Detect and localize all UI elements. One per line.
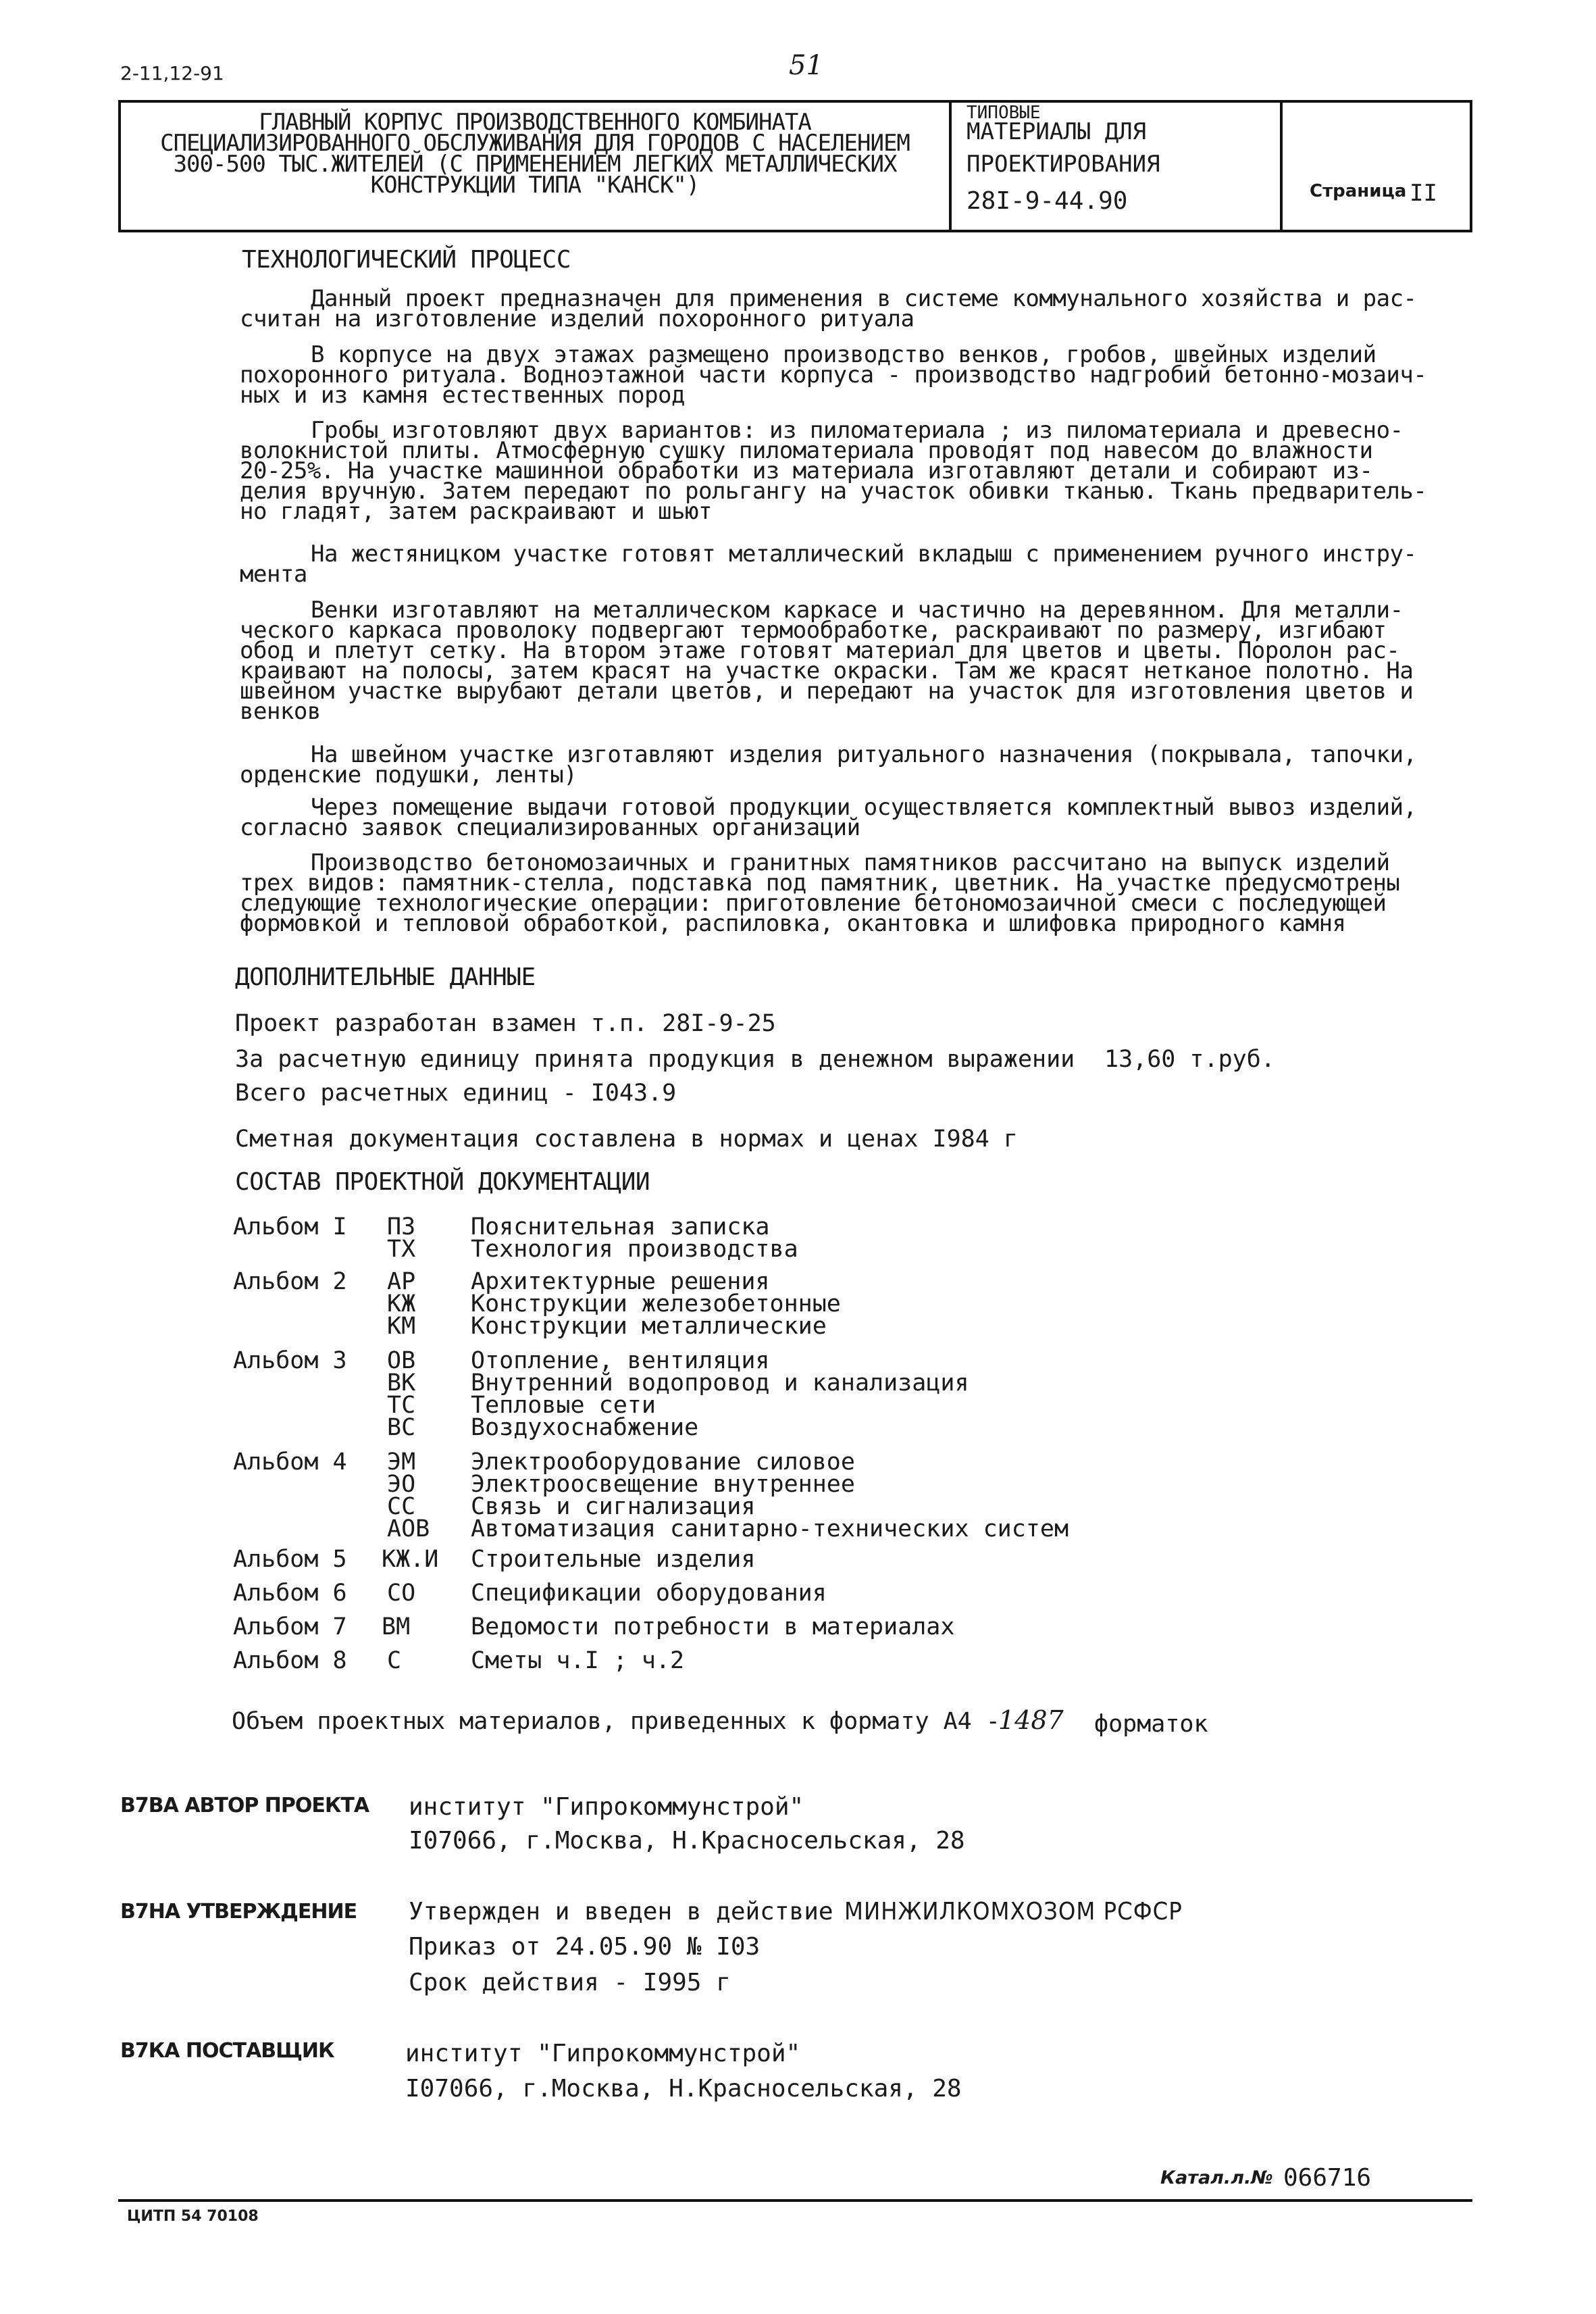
album-row bbox=[233, 1613, 1179, 1650]
album-row bbox=[233, 1647, 1179, 1684]
page-reference: 2-11,12-91 bbox=[120, 62, 224, 84]
doc-code: АР bbox=[387, 1268, 416, 1295]
text-line: мента bbox=[240, 561, 307, 588]
text-line: На жестяницком участке готовят металлический вкладыш с применением ручного инстру- bbox=[311, 540, 1417, 568]
text-line: но гладят, затем раскраивают и шьют bbox=[240, 498, 712, 525]
text-line: ных и из камня естественных пород bbox=[240, 382, 686, 409]
doc-title: Связь и сигнализация bbox=[471, 1493, 756, 1520]
doc-title: Ведомости потребности в материалах bbox=[471, 1613, 955, 1640]
tech-paragraph bbox=[240, 849, 1483, 937]
unit-line: За расчетную единицу принята продукция в денежном выражении bbox=[235, 1046, 1075, 1073]
total-units-line: Всего расчетных единиц - I043.9 bbox=[235, 1080, 677, 1107]
text-line: формовкой и тепловой обработкой, распиловка, окантовка и шлифовка природного камня bbox=[240, 910, 1346, 937]
album-list bbox=[233, 1213, 1179, 1684]
estimate-line: Сметная документация составлена в нормах и ценах I984 г bbox=[235, 1126, 1018, 1153]
text-line: обод и плетут сетку. На втором этаже готовят материал для цветов и цветы. Поролон рас- bbox=[240, 637, 1400, 664]
replaces-line: Проект разработан взамен т.п. 28I-9-25 bbox=[235, 1010, 776, 1037]
author-org: институт "Гипрокоммунстрой" bbox=[409, 1793, 804, 1821]
document-title bbox=[121, 109, 949, 199]
album-number: Альбом 2 bbox=[233, 1268, 347, 1295]
volume-value: 1487 bbox=[998, 1705, 1064, 1735]
doc-title: Технология производства bbox=[471, 1236, 798, 1263]
doc-code: СО bbox=[387, 1580, 416, 1607]
doc-code: КМ bbox=[387, 1313, 416, 1340]
header-series-cell bbox=[952, 103, 1283, 230]
album-number: Альбом 6 bbox=[233, 1580, 347, 1607]
album-row bbox=[233, 1546, 1179, 1582]
text-line: краивают на полосы, затем красят на участке окраски. Там же красят нетканое полотно. На bbox=[240, 657, 1414, 684]
doc-title: Тепловые сети bbox=[471, 1392, 656, 1419]
album-number: Альбом 7 bbox=[233, 1613, 347, 1640]
doc-code: ПЗ bbox=[387, 1213, 416, 1240]
page-number: 51 bbox=[789, 50, 823, 81]
doc-code: ТХ bbox=[387, 1236, 416, 1263]
author-address: I07066, г.Москва, Н.Красносельская, 28 bbox=[409, 1827, 965, 1855]
doc-title: Спецификации оборудования bbox=[471, 1580, 827, 1607]
doc-code: ОВ bbox=[387, 1347, 416, 1374]
text-line: венков bbox=[240, 698, 321, 725]
doc-code: ТС bbox=[387, 1392, 416, 1419]
typical-label: ТИПОВЫЕ bbox=[967, 103, 1041, 123]
tech-paragraph bbox=[240, 285, 1483, 332]
text-line: волокнистой плиты. Атмосферную сушку пиломатериала проводят под навесом до влажности bbox=[240, 437, 1373, 464]
doc-title: Электроосвещение внутреннее bbox=[471, 1471, 855, 1498]
doc-title: Архитектурные решения bbox=[471, 1268, 770, 1295]
doc-title: Конструкции металлические bbox=[471, 1313, 827, 1340]
doc-title: Пояснительная записка bbox=[471, 1213, 770, 1240]
doc-code: КЖ.И bbox=[382, 1546, 439, 1573]
supplier-label: В7КА ПОСТАВЩИК bbox=[120, 2039, 334, 2063]
page-value: II bbox=[1410, 180, 1437, 207]
tech-paragraph bbox=[240, 341, 1483, 409]
header-title-cell bbox=[121, 103, 952, 230]
album-row bbox=[233, 1582, 1179, 1616]
doc-title: Воздухоснабжение bbox=[471, 1414, 699, 1441]
tech-heading: ТЕХНОЛОГИЧЕСКИЙ ПРОЦЕСС bbox=[242, 246, 571, 274]
text-line: На швейном участке изготавляют изделия ритуального назначения (покрывала, тапочки, bbox=[311, 741, 1417, 768]
album-row bbox=[233, 1347, 1179, 1441]
approval-label: В7НА УТВЕРЖДЕНИЕ bbox=[120, 1900, 357, 1923]
text-line: считан на изготовление изделий похоронного ритуала bbox=[240, 305, 915, 332]
volume-line: Объем проектных материалов, приведенных к формату А4 - bbox=[232, 1708, 1000, 1735]
approval-org: МИНЖИЛКОМХОЗОМ РСФСР bbox=[844, 1898, 1183, 1926]
approval-order: Приказ от 24.05.90 № I03 bbox=[409, 1933, 761, 1961]
series-number: 28I-9-44.90 bbox=[967, 187, 1128, 215]
album-number: Альбом 8 bbox=[233, 1647, 347, 1674]
doc-code: АОВ bbox=[387, 1515, 430, 1542]
album-row bbox=[233, 1213, 1179, 1263]
doc-code: ВК bbox=[387, 1369, 416, 1397]
text-line: Через помещение выдачи готовой продукции осуществляется комплектный вывоз изделий, bbox=[311, 794, 1417, 821]
text-line: Венки изготавляют на металлическом каркасе и частично на деревянном. Для металли- bbox=[311, 597, 1404, 624]
bottom-rule bbox=[118, 2199, 1472, 2202]
text-line: Гробы изготовляют двух вариантов: из пиломатериала ; из пиломатериала и древесно- bbox=[311, 417, 1404, 444]
album-row bbox=[233, 1268, 1179, 1340]
doc-code: ВМ bbox=[382, 1613, 411, 1640]
text-line: ческого каркаса проволоку подвергают термообработке, раскраивают по размеру, изгибают bbox=[240, 617, 1387, 644]
text-line: швейном участке вырубают детали цветов, и передают на участок для изготовления цветов и bbox=[240, 678, 1414, 705]
text-line: Данный проект предназначен для применения в системе коммунального хозяйства и рас- bbox=[311, 285, 1417, 312]
typical-label-2: МАТЕРИАЛЫ ДЛЯ bbox=[967, 118, 1147, 145]
supplier-address: I07066, г.Москва, Н.Красносельская, 28 bbox=[405, 2075, 962, 2103]
doc-title: Строительные изделия bbox=[471, 1546, 756, 1573]
album-row bbox=[233, 1451, 1179, 1540]
tech-paragraph bbox=[240, 417, 1483, 525]
title-line: ГЛАВНЫЙ КОРПУС ПРОИЗВОДСТВЕННОГО КОМБИНАТА bbox=[259, 109, 811, 136]
print-mark: ЦИТП 54 70108 bbox=[127, 2208, 259, 2225]
unit-value: 13,60 т.руб. bbox=[1104, 1046, 1275, 1073]
page-label: Страница bbox=[1310, 181, 1407, 201]
tech-paragraph bbox=[240, 597, 1483, 725]
text-line: В корпусе на двух этажах размещено производство венков, гробов, швейных изделий bbox=[311, 341, 1376, 368]
text-line: трех видов: памятник-стелла, подставка под памятник, цветник. На участке предусмотрены bbox=[240, 870, 1400, 897]
doc-title: Сметы ч.I ; ч.2 bbox=[471, 1647, 685, 1674]
tech-paragraph bbox=[240, 540, 1483, 588]
doc-code: СС bbox=[387, 1493, 416, 1520]
header-table bbox=[118, 100, 1472, 232]
typical-label-3: ПРОЕКТИРОВАНИЯ bbox=[967, 151, 1160, 178]
tech-paragraph bbox=[240, 741, 1483, 788]
doc-title: Отопление, вентиляция bbox=[471, 1347, 770, 1374]
approval-validity: Срок действия - I995 г bbox=[409, 1969, 731, 1996]
extra-heading: ДОПОЛНИТЕЛЬНЫЕ ДАННЫЕ bbox=[235, 963, 536, 991]
title-line: 300-500 ТЫС.ЖИТЕЛЕЙ (С ПРИМЕНЕНИЕМ ЛЕГКИХ МЕТАЛЛИЧЕСКИХ bbox=[173, 151, 897, 178]
doc-title: Конструкции железобетонные bbox=[471, 1290, 841, 1317]
title-line: СПЕЦИАЛИЗИРОВАННОГО ОБСЛУЖИВАНИЯ ДЛЯ ГОРОДОВ С НАСЕЛЕНИЕМ bbox=[160, 130, 910, 157]
doc-code: ВС bbox=[387, 1414, 416, 1441]
album-number: Альбом 4 bbox=[233, 1449, 347, 1476]
approval-text: Утвержден и введен в действие bbox=[409, 1898, 833, 1926]
doc-code: ЭО bbox=[387, 1471, 416, 1498]
header-page-cell bbox=[1283, 103, 1470, 230]
text-line: делия вручную. Затем передают по рольгангу на участок обивки тканью. Ткань предваритель- bbox=[240, 478, 1427, 505]
author-label: В7ВА АВТОР ПРОЕКТА bbox=[120, 1794, 369, 1817]
doc-title: Внутренний водопровод и канализация bbox=[471, 1369, 969, 1397]
doc-code: ЭМ bbox=[387, 1449, 416, 1476]
doc-title: Электрооборудование силовое bbox=[471, 1449, 855, 1476]
album-number: Альбом 3 bbox=[233, 1347, 347, 1374]
doc-code: С bbox=[387, 1647, 402, 1674]
text-line: Производство бетономозаичных и гранитных памятников рассчитано на выпуск изделий bbox=[311, 849, 1390, 876]
catalog-number: 066716 bbox=[1283, 2164, 1372, 2192]
text-line: 20-25%. На участке машинной обработки из материала изготавляют детали и собирают из- bbox=[240, 457, 1373, 484]
docs-heading: СОСТАВ ПРОЕКТНОЙ ДОКУМЕНТАЦИИ bbox=[235, 1168, 650, 1196]
text-line: следующие технологические операции: приготовление бетономозаичной смеси с последующей bbox=[240, 890, 1387, 917]
doc-code: КЖ bbox=[387, 1290, 416, 1317]
supplier-org: институт "Гипрокоммунстрой" bbox=[405, 2040, 801, 2067]
volume-unit: форматок bbox=[1094, 1711, 1208, 1738]
text-line: орденские подушки, ленты) bbox=[240, 761, 577, 788]
album-number: Альбом 5 bbox=[233, 1546, 347, 1573]
text-line: согласно заявок специализированных организаций bbox=[240, 814, 860, 841]
album-number: Альбом I bbox=[233, 1213, 347, 1240]
catalog-label: Катал.л.№ bbox=[1160, 2167, 1273, 2188]
doc-title: Автоматизация санитарно-технических систем bbox=[471, 1515, 1069, 1542]
tech-paragraph bbox=[240, 794, 1483, 841]
title-line: КОНСТРУКЦИЙ ТИПА "КАНСК") bbox=[370, 172, 700, 199]
text-line: похоронного ритуала. Водноэтажной части корпуса - производство надгробий бетонно-мозаич- bbox=[240, 361, 1427, 388]
